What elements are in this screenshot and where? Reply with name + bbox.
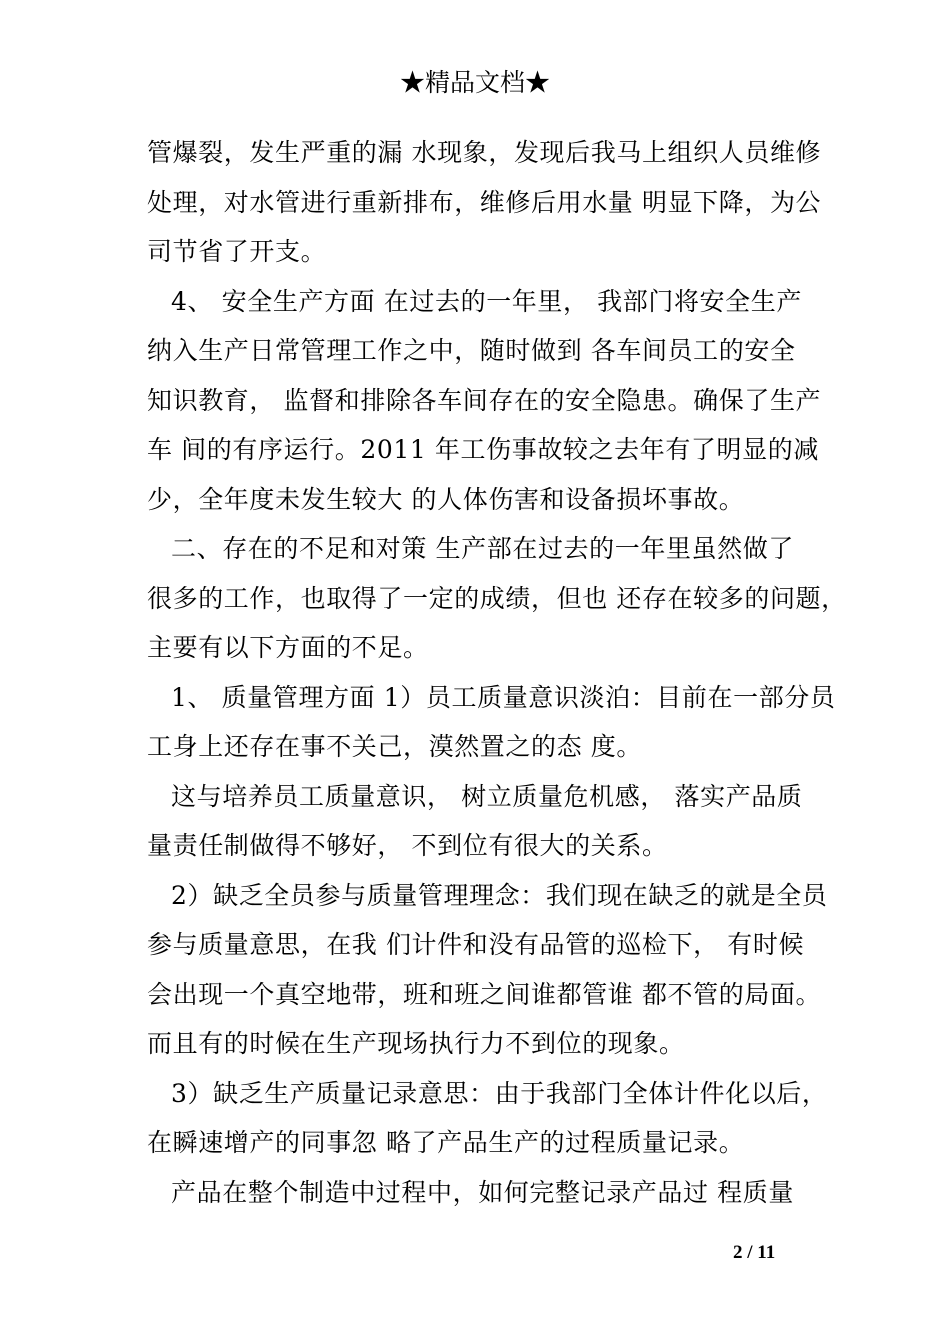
text-line: 二、存在的不足和对策 生产部在过去的一年里虽然做了 bbox=[171, 534, 794, 563]
text-line: 主要有以下方面的不足。 bbox=[147, 633, 429, 662]
text-line: 量责任制做得不够好， 不到位有很大的关系。 bbox=[147, 831, 668, 860]
text-line: 在瞬速增产的同事忽 略了产品生产的过程质量记录。 bbox=[147, 1128, 745, 1157]
text-line: 管爆裂，发生严重的漏 水现象，发现后我马上组织人员维修 bbox=[147, 138, 822, 167]
text-line: 产品在整个制造中过程中，如何完整记录产品过 程质量 bbox=[171, 1177, 794, 1207]
text-line: 知识教育， 监督和排除各车间存在的安全隐患。确保了生产 bbox=[147, 385, 822, 415]
text-line: 3）缺乏生产质量记录意思：由于我部门全体计件化以后， bbox=[171, 1078, 828, 1108]
text-line: 少，全年度未发生较大 的人体伤害和设备损坏事故。 bbox=[147, 484, 745, 514]
text-line: 很多的工作，也取得了一定的成绩，但也 还存在较多的问题， bbox=[147, 583, 847, 613]
text-line: 4、 安全生产方面 在过去的一年里， 我部门将安全生产 bbox=[171, 286, 802, 316]
text-line: 这与培养员工质量意识， 树立质量危机感， 落实产品质 bbox=[171, 781, 803, 811]
text-line: 参与质量意思，在我 们计件和没有品管的巡检下， 有时候 bbox=[147, 930, 805, 959]
document-body bbox=[147, 128, 847, 1217]
text-line: 车 间的有序运行。2011 年工伤事故较之去年有了明显的减 bbox=[147, 435, 819, 464]
page-number: 2 / 11 bbox=[733, 1242, 776, 1263]
text-line: 处理，对水管进行重新排布，维修后用水量 明显下降，为公 bbox=[147, 187, 822, 217]
text-line: 司节省了开支。 bbox=[147, 237, 327, 266]
text-line: 工身上还存在事不关己，漠然置之的态 度。 bbox=[147, 732, 642, 761]
text-line: 而且有的时候在生产现场执行力不到位的现象。 bbox=[147, 1029, 685, 1058]
page-header-title: ★精品文档★ bbox=[399, 68, 550, 97]
text-line: 2）缺乏全员参与质量管理理念：我们现在缺乏的就是全员 bbox=[171, 880, 828, 910]
text-line: 1、 质量管理方面 1）员工质量意识淡泊：目前在一部分员 bbox=[171, 682, 836, 712]
text-line: 纳入生产日常管理工作之中，随时做到 各车间员工的安全 bbox=[147, 336, 796, 365]
text-line: 会出现一个真空地带，班和班之间谁都管谁 都不管的局面。 bbox=[147, 979, 822, 1009]
